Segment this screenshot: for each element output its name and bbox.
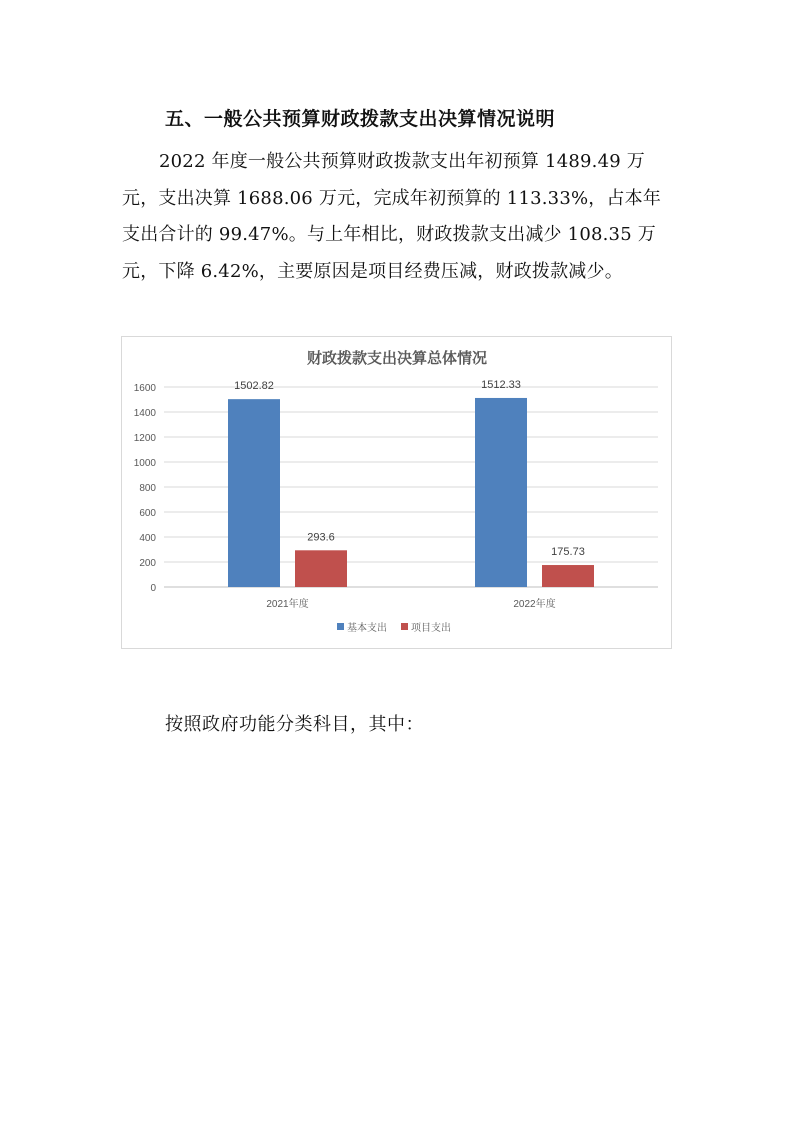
bar-项目支出-2022年度 bbox=[542, 565, 594, 587]
x-axis-ticks bbox=[266, 597, 555, 610]
y-axis-ticks bbox=[134, 383, 157, 594]
y-tick-label: 0 bbox=[150, 583, 156, 594]
y-tick-label: 1400 bbox=[133, 408, 156, 419]
y-tick-label: 400 bbox=[139, 533, 156, 544]
legend-swatch bbox=[337, 623, 344, 630]
legend-swatch bbox=[401, 623, 408, 630]
legend-label: 项目支出 bbox=[411, 623, 451, 634]
x-tick-label: 2021年度 bbox=[266, 599, 309, 610]
chart-legend bbox=[337, 621, 451, 634]
data-label: 1502.82 bbox=[234, 380, 274, 393]
data-label: 293.6 bbox=[307, 531, 335, 544]
body-paragraph: 2022 年度一般公共预算财政拨款支出年初预算 1489.49 万元，支出决算 1688.06 万元，完成年初预算的 113.33%，占本年支出合计的 99.47%。与上年相比，财政拨款支出减少 108.35 万元，下降 6.42%，主要原因是项目经费压减，财政拨款减少。 bbox=[122, 151, 662, 282]
y-tick-label: 1200 bbox=[133, 433, 156, 444]
chart-canvas bbox=[122, 337, 673, 650]
y-tick-label: 600 bbox=[139, 508, 156, 519]
bar-基本支出-2022年度 bbox=[475, 398, 527, 587]
y-tick-label: 1000 bbox=[133, 458, 156, 469]
y-tick-label: 200 bbox=[139, 558, 156, 569]
bar-chart bbox=[121, 336, 672, 649]
legend-label: 基本支出 bbox=[347, 623, 387, 634]
data-label: 175.73 bbox=[551, 546, 585, 559]
bar-基本支出-2021年度 bbox=[228, 399, 280, 587]
section-heading: 五、一般公共预算财政拨款支出决算情况说明 bbox=[165, 108, 556, 130]
data-labels bbox=[234, 379, 585, 558]
bar-项目支出-2021年度 bbox=[295, 550, 347, 587]
chart-bars bbox=[228, 398, 594, 587]
chart-title: 财政拨款支出决算总体情况 bbox=[306, 349, 488, 367]
y-tick-label: 800 bbox=[139, 483, 156, 494]
x-tick-label: 2022年度 bbox=[513, 599, 556, 610]
y-tick-label: 1600 bbox=[133, 383, 156, 394]
data-label: 1512.33 bbox=[481, 378, 521, 391]
closing-text: 按照政府功能分类科目，其中： bbox=[165, 714, 424, 735]
